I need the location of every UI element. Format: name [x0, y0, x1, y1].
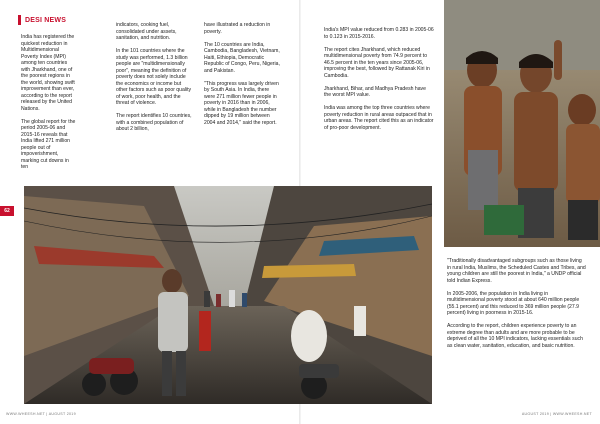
- section-label: [18, 15, 66, 25]
- article-column-4: [324, 27, 434, 138]
- article-column-3: [204, 22, 280, 133]
- article-column-1: [21, 34, 77, 177]
- paragraph: The global report for the period 2005-06 and 2015-16 reveals that India lifted 271 million people out of impoverishment, marking cut downs in ten: [21, 118, 76, 170]
- paragraph: The 10 countries are India, Cambodia, Bangladesh, Vietnam, Haiti, Ethiopia, Democratic Republic of Congo, Peru, Nigeria, and Pakistan.: [204, 41, 280, 74]
- market-street-illustration: [24, 186, 432, 404]
- paragraph: Jharkhand, Bihar, and Madhya Pradesh have the worst MPI value.: [324, 85, 426, 98]
- paragraph: The report identifies 10 countries, with a combined population of about 2 billion,: [116, 113, 192, 132]
- paragraph: In the 101 countries where the study was performed, 1.3 billion people are "multidimensionally poor", meaning the definition of poverty does not solely include the economics or income but other factors such as poor quality of work, poor health, and the threat of violence.: [116, 48, 192, 106]
- paragraph: "This progress was largely driven by South Asia. In India, there were 271 million fewer people in poverty in 2016 than in 2006, while in Bangladesh the number dipped by 19 million between 2004 and 2014," said the report.: [204, 80, 279, 126]
- section-title: DESI NEWS: [25, 16, 67, 24]
- paragraph: India has registered the quickest reduction in Multidimensional Poverty Index (MPI) among ten countries with Jharkhand, one of the poorest regions in the world, showing swift improvement than ever, according to the report released by the United Nations.: [21, 34, 75, 112]
- paragraph: India's MPI value reduced from 0.283 in 2005-06 to 0.123 in 2015-2016.: [324, 27, 434, 40]
- market-street-photo: [24, 186, 432, 404]
- article-column-2: [116, 22, 192, 139]
- paragraph: According to the report, children experience poverty to an extreme degree than adults and are more probable to be deprived of all the 10 MPI indicators, lacking essentials such as clean water, sanitation, education, and basic nutrition.: [447, 323, 583, 349]
- paragraph: have illustrated a reduction in poverty.: [204, 22, 271, 35]
- paragraph: indicators, cooking fuel, consolidated under assets, sanitation, and nutrition.: [116, 22, 177, 41]
- page-number: 62: [4, 208, 10, 214]
- footer-left: WWW.WHEESH.NET | AUGUST 2019: [6, 412, 76, 416]
- footer-right: AUGUST 2019 | WWW.WHEESH.NET: [521, 412, 592, 416]
- paragraph: "Traditionally disadvantaged subgroups such as those living in rural India, Muslims, the Scheduled Castes and Tribes, and young children are still the poorest in India," a UNDP official told Indian Express.: [447, 258, 586, 284]
- article-column-5: [447, 258, 587, 356]
- paragraph: India was among the top three countries where poverty reduction in rural areas outpaced that in urban areas. The report cited this as an indicator of pro-poor development.: [324, 105, 434, 131]
- children-illustration: [444, 0, 600, 247]
- page-number-tab: [0, 206, 14, 216]
- paragraph: In 2005-2006, the population in India living in multidimensional poverty stood at about 640 million people (55.1 percent) and this reduced to 369 million people (27.9 percent) living in poorness in 2015-16.: [447, 290, 580, 316]
- paragraph: The report cites Jharkhand, which reduced multidimensional poverty from 74.9 percent to 46.5 percent in the ten years since 2005-06, improving the best, followed by Rattanak Kiri in Cambodia.: [324, 46, 430, 79]
- section-marker: [18, 15, 21, 25]
- children-photo: [444, 0, 600, 247]
